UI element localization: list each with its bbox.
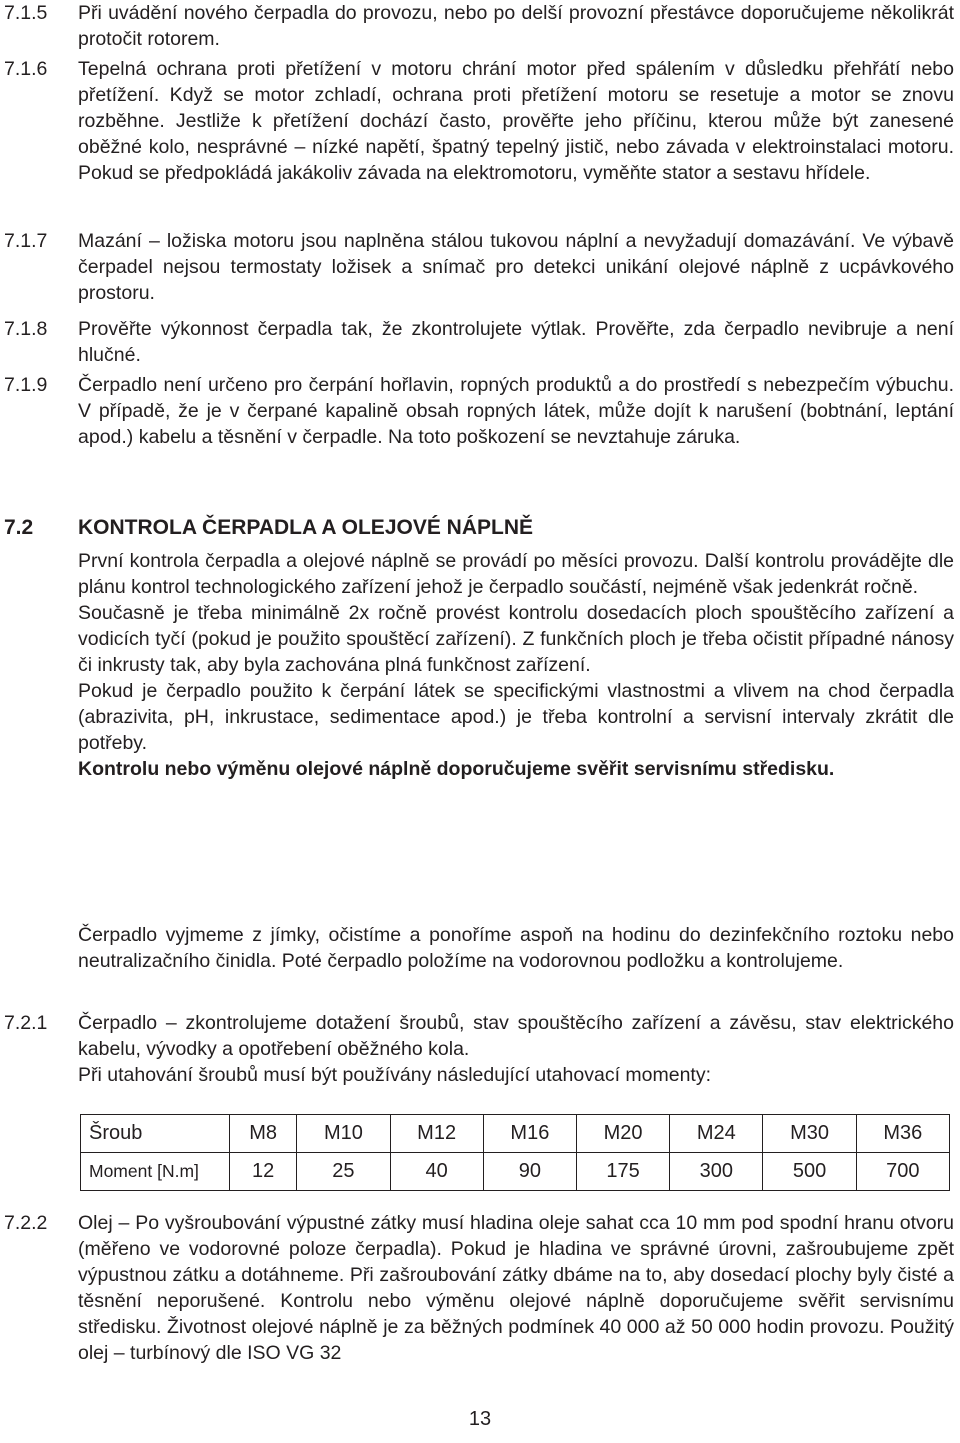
table-cell: 40 [390,1153,483,1191]
table-cell: M16 [483,1115,576,1153]
section-paragraph-bold: Kontrolu nebo výměnu olejové náplně doporučujeme svěřit servisnímu středisku. [78,758,835,780]
table-cell: 25 [297,1153,390,1191]
item-text-line: Při utahování šroubů musí být používány následující utahovací momenty: [78,1064,712,1086]
item-text [78,1010,954,1088]
table-cell: 12 [230,1153,297,1191]
table-row-label: Moment [N.m] [81,1153,230,1191]
item-text: Tepelná ochrana proti přetížení v motoru chrání motor před spálením v důsledku přehřátí nebo přetížení. Když se motor zchladí, ochrana proti přetížení motoru se resetuje a motor se znovu rozběhne. Jestliže k přetížení dochází často, prověřte jeho příčinu, kterou může být zanesené oběžné kolo, nesprávné – nízké napětí, špatný tepelný jistič, nebo závada v elektroinstalaci motoru. Pokud se předpokládá jakákoliv závada na elektromotoru, vyměňte stator a sestavu hřídele. [78,58,954,184]
table-cell: M20 [576,1115,669,1153]
section-number: 7.2 [4,516,34,539]
item-number: 7.2.2 [4,1212,48,1234]
section-paragraph: První kontrola čerpadla a olejové náplně se provádí po měsíci provozu. Další kontrolu provádějte dle plánu kontrol technologického zařízení jehož je čerpadlo součástí, nejméně však jedenkrát ročně. [78,550,954,598]
section-paragraph: Pokud je čerpadlo použito k čerpání látek se specifickými vlastnostmi a vlivem na chod čerpadla (abrazivita, pH, inkrustace, sedimentace apod.) je třeba kontrolní a servisní intervaly zkrátit dle potřeby. [78,680,954,754]
item-number: 7.1.6 [4,58,48,80]
section-title: KONTROLA ČERPADLA A OLEJOVÉ NÁPLNĚ [78,516,534,539]
table-row [81,1153,950,1191]
table-row-label: Šroub [81,1115,230,1153]
table-cell: 90 [483,1153,576,1191]
section-body [78,548,954,782]
item-number: 7.2.1 [4,1012,48,1034]
table-cell: 175 [576,1153,669,1191]
table-row [81,1115,950,1153]
table-cell: M30 [763,1115,856,1153]
table-cell: 700 [856,1153,949,1191]
item-number: 7.1.8 [4,318,48,340]
item-number: 7.1.9 [4,374,48,396]
table-cell: M10 [297,1115,390,1153]
item-text: Olej – Po vyšroubování výpustné zátky musí hladina oleje sahat cca 10 mm pod spodní hranu otvoru (měřeno ve vodorovné poloze čerpadla). Pokud je hladina ve správné úrovni, zašroubujeme zpět výpustnou zátku a dotáhneme. Při zašroubování zátky dbáme na to, aby dosedací plochy byly čisté a těsnění neporušené. Kontrolu nebo výměnu olejové náplně doporučujeme svěřit servisnímu středisku. Životnost olejové náplně je za běžných podmínek 40 000 až 50 000 hodin provozu. Použitý olej – turbínový dle ISO VG 32 [78,1212,954,1364]
item-text: Při uvádění nového čerpadla do provozu, nebo po delší provozní přestávce doporučujeme několikrát protočit rotorem. [78,2,954,50]
item-text: Čerpadlo není určeno pro čerpání hořlavin, ropných produktů a do prostředí s nebezpečím výbuchu. V případě, že je v čerpané kapalině obsah ropných látek, může dojít k narušení (bobtnání, leptání apod.) kabelu a těsnění v čerpadle. Na toto poškození se nevztahuje záruka. [78,374,954,448]
table-cell: M36 [856,1115,949,1153]
item-number: 7.1.7 [4,230,48,252]
table-cell: M8 [230,1115,297,1153]
item-text: Mazání – ložiska motoru jsou naplněna stálou tukovou náplní a nevyžadují domazávání. Ve výbavě čerpadel nejsou termostaty ložisek a snímač pro detekci unikání olejové náplně z ucpávkového prostoru. [78,230,954,304]
page-number: 13 [468,1408,492,1430]
table-cell: M24 [670,1115,763,1153]
table-cell: 300 [670,1153,763,1191]
item-text: Prověřte výkonnost čerpadla tak, že zkontrolujete výtlak. Prověřte, zda čerpadlo nevibruje a není hlučné. [78,318,954,366]
section-paragraph: Současně je třeba minimálně 2x ročně provést kontrolu dosedacích ploch spouštěcího zařízení a vodicích tyčí (pokud je použito spouštěcí zařízení). Z funkčních ploch je třeba očistit případné nánosy či inkrusty tak, aby byla zachována plná funkčnost zařízení. [78,602,954,676]
table-cell: M12 [390,1115,483,1153]
table-cell: 500 [763,1153,856,1191]
section-paragraph: Čerpadlo vyjmeme z jímky, očistíme a ponoříme aspoň na hodinu do dezinfekčního roztoku nebo neutralizačního činidla. Poté čerpadlo položíme na vodorovnou podložku a kontrolujeme. [78,924,954,972]
item-number: 7.1.5 [4,2,48,24]
torque-table [80,1114,950,1191]
item-text-line: Čerpadlo – zkontrolujeme dotažení šroubů, stav spouštěcího zařízení a závěsu, stav elektrického kabelu, vývodky a opotřebení oběžného kola. [78,1012,954,1060]
